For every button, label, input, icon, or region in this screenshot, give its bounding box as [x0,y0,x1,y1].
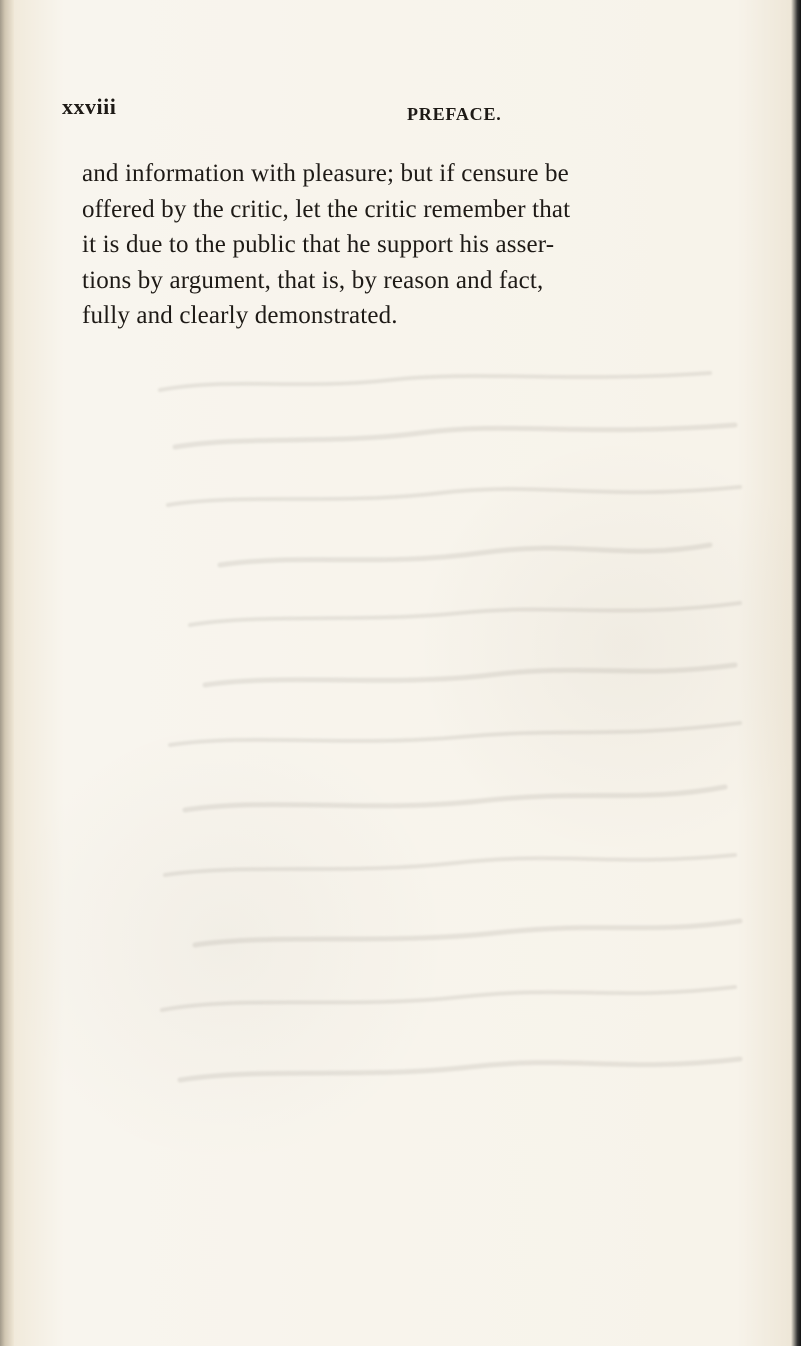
page-edge-shadow [791,0,801,1346]
page-number: xxviii [62,94,117,119]
page-gutter-shadow [0,0,14,1346]
body-line-2: offered by the critic, let the critic remember that [82,195,571,223]
body-line-5: fully and clearly demonstrated. [82,302,398,329]
show-through-texture [150,355,750,1215]
body-line-4: tions by argument, that is, by reason and fact, [82,266,544,294]
page-header [62,94,739,134]
body-line-1: and information with pleasure; but if censure be [82,160,569,187]
body-text [82,156,732,334]
body-line-3: it is due to the public that he support his asser- [82,231,555,258]
running-title: PREFACE. [407,104,502,124]
